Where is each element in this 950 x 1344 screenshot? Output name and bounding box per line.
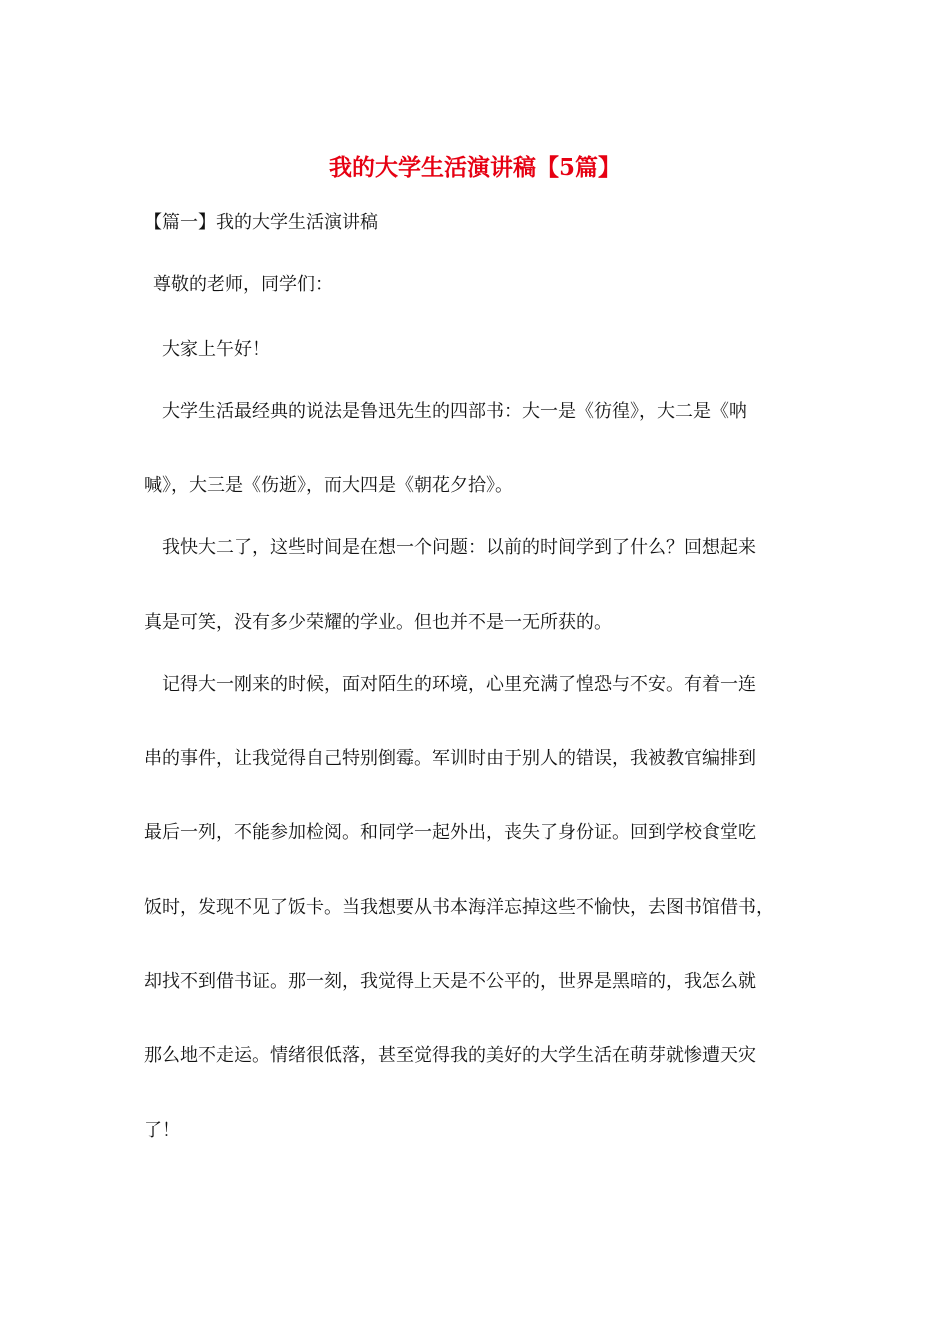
paragraph-line: 喊》，大三是《伤逝》，而大四是《朝花夕拾》。 [144,475,513,496]
paragraph-line: 我快大二了，这些时间是在想一个问题：以前的时间学到了什么？回想起来 [162,537,756,558]
section-heading: 【篇一】我的大学生活演讲稿 [144,212,378,233]
paragraph-line: 了！ [144,1120,180,1141]
greeting-line: 大家上午好！ [162,339,270,360]
paragraph-line: 饭时，发现不见了饭卡。当我想要从书本海洋忘掉这些不愉快，去图书馆借书， [144,897,774,918]
document-title: 我的大学生活演讲稿【5篇】 [328,154,621,181]
paragraph-line: 记得大一刚来的时候，面对陌生的环境，心里充满了惶恐与不安。有着一连 [162,674,756,695]
salutation-line: 尊敬的老师，同学们： [153,274,333,295]
paragraph-line: 那么地不走运。情绪很低落，甚至觉得我的美好的大学生活在萌芽就惨遭天灾 [144,1045,756,1066]
paragraph-line: 最后一列，不能参加检阅。和同学一起外出，丧失了身份证。回到学校食堂吃 [144,822,756,843]
paragraph-line: 真是可笑，没有多少荣耀的学业。但也并不是一无所获的。 [144,612,612,633]
paragraph-line: 串的事件，让我觉得自己特别倒霉。军训时由于别人的错误，我被教官编排到 [144,748,756,769]
paragraph-line: 大学生活最经典的说法是鲁迅先生的四部书：大一是《彷徨》，大二是《呐 [162,401,747,422]
paragraph-line: 却找不到借书证。那一刻，我觉得上天是不公平的，世界是黑暗的，我怎么就 [144,971,756,992]
